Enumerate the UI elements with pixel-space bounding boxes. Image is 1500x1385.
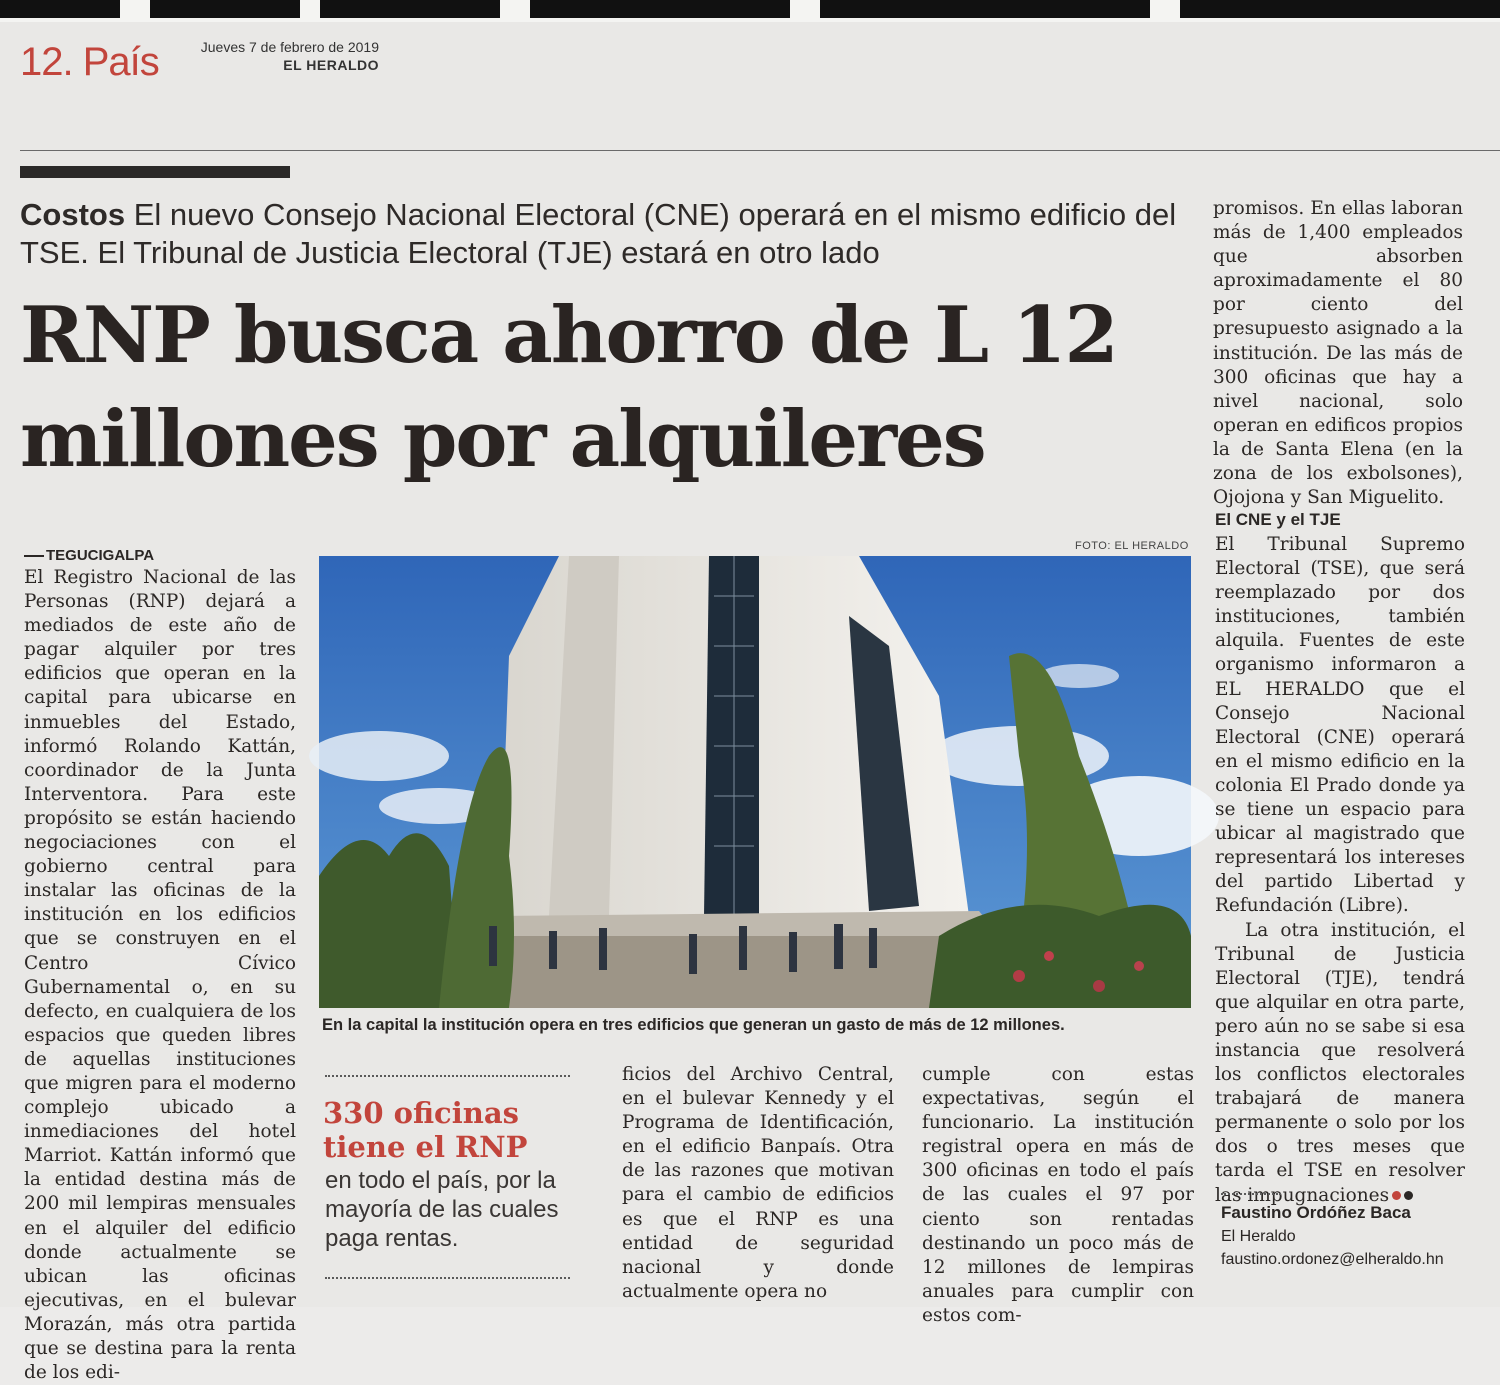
body-column-3	[622, 1063, 894, 1304]
issue-date: Jueves 7 de febrero de 2019	[200, 39, 379, 55]
author-email: faustino.ordonez@elheraldo.hn	[1221, 1251, 1444, 1268]
col4-text: cumple con estas expectativas, según el funcionario. La institución registral opera en más de 300 oficinas en todo el país de las cuales el 97 por ciento son rentadas destinando un poco más de 12 millones de lempiras anuales para cumplir con estos com-	[922, 1064, 1194, 1326]
kicker-label: Costos	[20, 197, 126, 232]
section-bar	[20, 166, 290, 178]
author-org: El Heraldo	[1221, 1228, 1296, 1245]
author-name: Faustino Ordóñez Baca	[1221, 1203, 1411, 1222]
header-rule	[20, 150, 1500, 151]
col3-text: ficios del Archivo Central, en el bulevar Kennedy y el Programa de Identificación, en el edificio Banpaís. Otra de las razones que motivan para el cambio de edificios es que el RNP es una entidad de seguridad nacional y donde actualmente opera no	[622, 1064, 894, 1302]
page-number: 12.	[20, 40, 73, 84]
col5-para-1: El Tribunal Supremo Electoral (TSE), que será reemplazado por dos instituciones, también alquila. Fuentes de este organismo informaron a EL HERALDO que el Consejo Nacional Electoral (CNE) operará en el mismo edificio en la colonia El Prado donde ya se tiene un espacio para ubicar al magistrado que representará los intereses del partido Libertad y Refundación (Libre).	[1215, 534, 1465, 917]
photo-caption: En la capital la institución opera en tres edificios que generan un gasto de más de 12 millones.	[322, 1016, 1065, 1034]
article-subhead: El CNE y el TJE	[1215, 510, 1341, 529]
pullquote-bottom-rule	[325, 1277, 570, 1279]
article-kicker	[20, 196, 1180, 272]
col5-top-text: promisos. En ellas laboran más de 1,400 empleados que absorben aproximadamente el 80 por ciento del presupuesto asignado a la institución. De las más de 300 oficinas que hay a nivel nacional, solo operan en edificos propios la de Santa Elena (en la zona de los exbolsones), Ojojona y San Miguelito.	[1213, 198, 1463, 509]
photo-credit: FOTO: EL HERALDO	[1075, 540, 1189, 552]
kicker-text: El nuevo Consejo Nacional Electoral (CNE) operará en el mismo edificio del TSE. El Tribunal de Justicia Electoral (TJE) estará en otro lado	[20, 197, 1177, 270]
body-column-1	[24, 566, 296, 1385]
body-column-5-top	[1213, 197, 1463, 510]
article-photo	[319, 556, 1191, 1008]
article-headline: RNP busca ahorro de L 12 millones por alquileres	[20, 290, 1117, 485]
end-mark-icon	[1392, 1191, 1401, 1200]
pullquote-top-rule	[325, 1075, 570, 1077]
end-mark-icon	[1404, 1191, 1413, 1200]
dateline-place: TEGUCIGALPA	[24, 547, 154, 564]
issue-dateline	[193, 38, 379, 74]
newspaper-name: EL HERALDO	[283, 57, 379, 73]
body-column-5	[1215, 533, 1465, 1208]
pullquote-number: 330 oficinas tiene el RNP	[323, 1096, 528, 1164]
body-column-4	[922, 1063, 1194, 1328]
col5-para-2: La otra institución, el Tribunal de Justicia Electoral (TJE), tendrá que alquilar en otra parte, pero aún no se sabe si esa instancia que resolverá los conflictos electorales trabajará de manera permanente o solo por los dos o tres meses que tarda el TSE en resolver las impugnaciones	[1215, 919, 1465, 1206]
section-name: País	[82, 40, 159, 84]
byline-rule	[1221, 1193, 1281, 1195]
pullquote-text: en todo el país, por la mayoría de las cuales paga rentas.	[325, 1167, 559, 1252]
col1-text: El Registro Nacional de las Personas (RNP) dejará a mediados de este año de pagar alquiler por tres edificios que operan en la capital para ubicarse en inmuebles del Estado, informó Rolando Kattán, coordinador de la Junta Interventora. Para este propósito se están haciendo negociaciones con el gobierno central para instalar las oficinas de la institución en los edificios que se construyen en el Centro Cívico Gubernamental o, en su defecto, en cualquiera de los espacios que queden libres de aquellas instituciones que migren para el moderno complejo ubicado a inmediaciones del hotel Marriot. Kattán informó que la entidad destina más de 200 mil lempiras mensuales en el alquiler del edificio donde actualmente se ubican las oficinas ejecutivas, en el bulevar Morazán, más otra partida que se destina para la renta de los edi-	[24, 567, 296, 1384]
page-folio	[20, 40, 159, 85]
